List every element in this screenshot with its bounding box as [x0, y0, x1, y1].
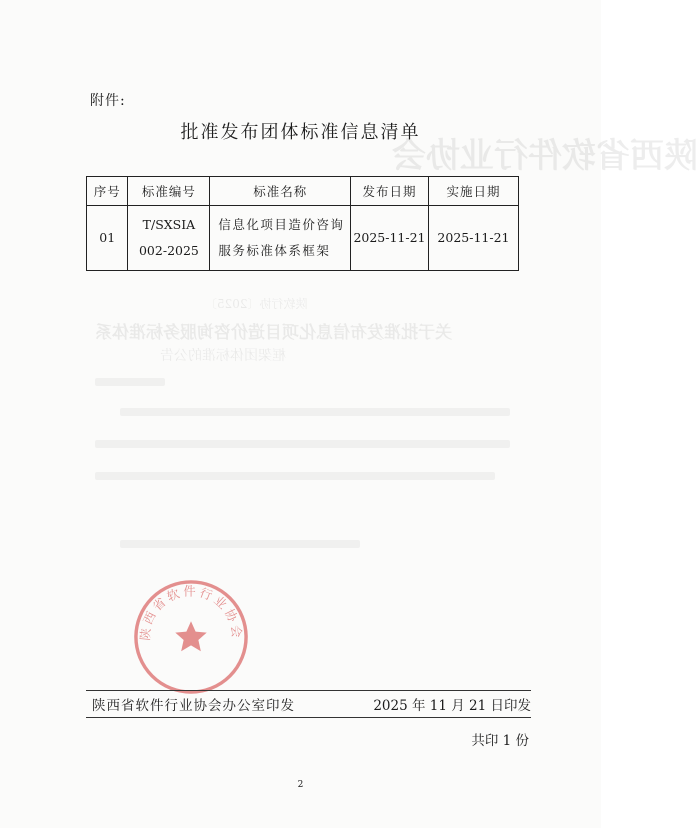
header-implement-date: 实施日期	[428, 177, 518, 206]
table-header-row	[87, 177, 519, 206]
footer-issuer: 陕西省软件行业协会办公室印发	[92, 698, 295, 714]
bleed-through-heading: 关于批准发布信息化项目造价咨询服务标准体系	[95, 323, 452, 343]
cell-no: 01	[87, 206, 128, 271]
footer-issue-date: 2025 年 11 月 21 日印发	[373, 698, 531, 714]
cell-publish-date: 2025-11-21	[351, 206, 429, 271]
page-number: 2	[297, 780, 304, 790]
document-title: 批准发布团体标准信息清单	[180, 122, 421, 143]
cell-implement-date: 2025-11-21	[428, 206, 518, 271]
bleed-through-mark	[95, 472, 495, 480]
cell-name-line1: 信息化项目造价咨询	[218, 217, 345, 232]
bleed-through-mark	[120, 408, 510, 416]
bleed-through-title: 陕西省软件行业协会	[392, 136, 698, 176]
attachment-label: 附件:	[90, 93, 126, 109]
cell-code-line2: 002-2025	[138, 243, 199, 258]
bleed-through-mark	[95, 378, 165, 386]
bleed-through-mark	[120, 540, 360, 548]
print-copies: 共印 1 份	[471, 733, 529, 749]
cell-name-line2: 服务标准体系框架	[218, 243, 331, 258]
footer-top-divider	[86, 690, 531, 691]
footer-bottom-divider	[86, 717, 531, 718]
official-seal-stamp	[132, 578, 250, 696]
header-code: 标准编号	[128, 177, 210, 206]
header-no: 序号	[87, 177, 128, 206]
bleed-through-subheading: 框架团体标准的公告	[160, 348, 286, 364]
cell-code	[128, 206, 210, 271]
cell-code-line1: T/SXSIA	[142, 217, 196, 232]
seal-star-icon	[175, 621, 206, 651]
header-publish-date: 发布日期	[351, 177, 429, 206]
seal-text: 陕西省软件行业协会	[138, 584, 244, 642]
bleed-through-line: 陕软行协〔2025〕	[205, 297, 308, 311]
standards-table	[86, 176, 519, 271]
cell-name	[210, 206, 351, 271]
bleed-through-mark	[95, 440, 510, 448]
header-name: 标准名称	[210, 177, 351, 206]
table-row	[87, 206, 519, 271]
